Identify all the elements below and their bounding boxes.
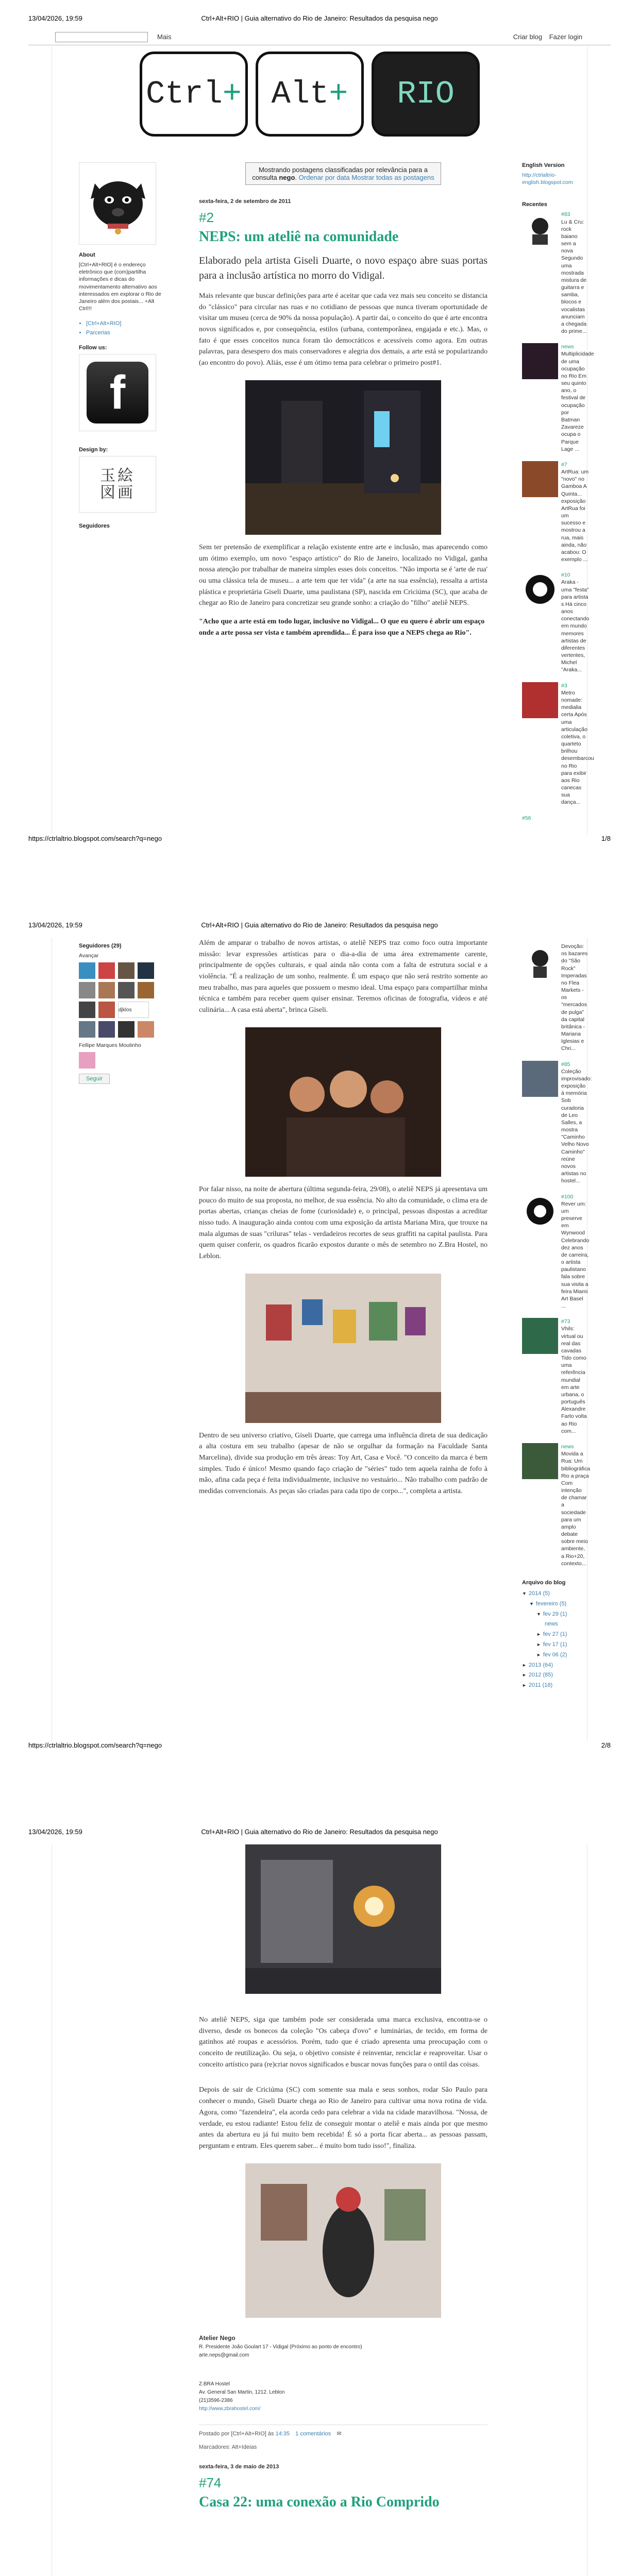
follower-avatar[interactable] [79, 1002, 95, 1018]
follow-button[interactable]: Seguir [79, 1074, 110, 1084]
followers-next[interactable]: Avançar [79, 953, 99, 959]
print-title: Ctrl+Alt+RIO | Guia alternativo do Rio de Janeiro: Resultados da pesquisa nego [201, 14, 438, 22]
blog-frame [52, 1844, 587, 2576]
recent-thumb [522, 943, 558, 979]
recent-post[interactable]: Devoção: os bazares do "São Rock" Imperadas no Flea Markets - os "mercados de pulga" da capital britânica - Mariana Iglesias e Chri... [522, 943, 589, 1053]
right-sidebar [522, 162, 594, 822]
blog-archive [522, 1589, 589, 1691]
navbar-search-input[interactable] [55, 32, 148, 42]
post-title[interactable]: Casa 22: uma conexão a Rio Comprido [199, 2494, 440, 2510]
left-sidebar [79, 943, 161, 1084]
recent-post[interactable]: #7 ArtRua: um "novo" no Gamboa A Quinta... exposição ArtRua foi um sucesso e mostrou a rua, mais ainda, não acabou: O exemplo ... [522, 461, 589, 563]
follower-avatar[interactable] [138, 962, 154, 979]
triangle-right-icon: ► [536, 1632, 541, 1637]
recent-post[interactable]: #83 Lu & Cru: rock baiano sem a nova Segundo uma mostrada mistura de guitarra e samba, blocos e vocalistas anunciam a chegada do prime... [522, 211, 589, 335]
post-photo-vidigal-night[interactable] [245, 380, 441, 535]
designer-logo[interactable]: 玉絵 図画 [79, 456, 156, 513]
post-paragraph: Dentro de seu universo criativo, Giseli Duarte, que carrega uma influência direta de sua dedicação a alta costura em seu trabalho (apesar de não se orgulhar da formação na Faculdade Santa Marcelina), divide sua produção em três áreas: Toy Art, Casa e Você. "O conceito da marca é bem simples. Tudo é único! Mesmo quando faço criação de "séries" tudo tem aquela rainha de fofo à mão, afina cada peça é feita individualmente, inclusive no vestuário... Não trabalho com padrão de medidas convencionais. As peças são criadas para cada tipo de corpo...", completa a artista. [199, 1431, 487, 1496]
archive-heading: Arquivo do blog [522, 1579, 566, 1586]
print-header [28, 14, 611, 24]
recent-thumb [522, 343, 558, 379]
recent-thumb [522, 461, 558, 497]
triangle-down-icon: ▼ [529, 1601, 534, 1606]
recent-thumb [522, 1443, 558, 1479]
design-heading: Design by: [79, 447, 108, 453]
sig-email[interactable]: arte.neps@gmail.com [199, 2352, 249, 2358]
recent-post-number[interactable]: #56 [522, 815, 531, 821]
main-column [199, 938, 487, 1497]
post-photo-mannequin[interactable] [245, 2163, 441, 2318]
about-heading: About [79, 252, 95, 258]
login-link[interactable]: Fazer login [549, 33, 582, 41]
recent-thumb [522, 1193, 558, 1229]
follower-avatar[interactable] [79, 982, 95, 998]
follower-avatar[interactable] [98, 962, 115, 979]
follower-avatar[interactable] [98, 982, 115, 998]
post-number: #74 [199, 2475, 222, 2490]
post-comments-link[interactable]: 1 comentários [295, 2430, 331, 2437]
sidebar-links [79, 319, 161, 337]
archive-2012[interactable]: ► 2012 (85) [522, 1672, 553, 1679]
follower-avatar-djklos[interactable]: djklos [118, 1002, 149, 1018]
follower-avatar[interactable] [118, 982, 134, 998]
recent-thumb [522, 211, 558, 247]
bulldog-icon [79, 163, 156, 245]
archive-2014[interactable]: ▼ 2014 (5) [522, 1590, 550, 1597]
right-sidebar [522, 943, 592, 1691]
post-paragraph: Por falar nisso, na noite de abertura (última segunda-feira, 29/08), o ateliê NEPS já apresentava um pouco do muito de sua proposta, no melhor, de sua essência. No alto da comunidade, o clima era de portas abertas, crianças cheias de fome (curiosidade) e, o principal, pessoas dispostas a acreditar nisso tudo. A inauguração ainda contou com uma exposição da artista Mariana Mira, que trouxe na mala algumas de suas "criluras" telas - verdadeiros recortes de seus graffiti na capital paulista. Para quem quiser conferir, os quadros ficarão expostos durante o mês de setembro no Z.Bra Hostel, no Leblon. [199, 1185, 487, 1260]
post-title[interactable]: NEPS: um ateliê na comunidade [199, 229, 399, 245]
facebook-icon: f [87, 362, 148, 423]
archive-2011[interactable]: ► 2011 (18) [522, 1682, 553, 1689]
triangle-down-icon: ▼ [536, 1611, 541, 1617]
recent-post[interactable]: #85 Coleção improvisado: exposição à memória Sob curadoria de Leo Salles, a mostra "Caminho Velho Novo Caminho" reúne novos artistas no hostel... [522, 1061, 589, 1185]
post-paragraph: Além de amparar o trabalho de novos artistas, o ateliê NEPS traz como foco outra importante missão: levar expressões artísticas para o dia-a-dia de uma área extremamente carente, principalmente de opções culturais, e qual ainda não conta com a falta de estrutura social e a violência. "É a realização de um sonho, realmente. É um espaço que não será restrito somente ao meu trabalho, mas para aqueles que possuem o mesmo ideal. Uma espaço para compartilhar minha técnica e também para receber quem quiser ensinar. Teremos oficinas de fotografia, vídeos e até culinária... A casa está aberta", brinca Giseli. [199, 939, 487, 1014]
print-header: 13/04/2026, 19:59 Ctrl+Alt+RIO | Guia alternativo do Rio de Janeiro: Resultados da pesquisa nego [28, 921, 438, 929]
print-page-number: 1/8 [601, 835, 611, 842]
logo-key-ctrl: Ctrl + [140, 52, 248, 137]
sig-name: Atelier Nego [199, 2334, 236, 2342]
follower-avatar[interactable] [138, 1021, 154, 1038]
recent-post[interactable]: #3 Metro nomade: medialia certa Após uma articulação coletiva, o quarteto brilhou desembarcou no Rio para exibir aos Rio canecas sua dança... [522, 682, 589, 806]
sig-address: R. Presidente João Goulart 17 - Vidigal (Próximo ao ponto de encontro) [199, 2344, 362, 2350]
show-all-posts-link[interactable]: Mostrar todas as postagens [351, 174, 434, 181]
follower-avatar[interactable] [98, 1002, 115, 1018]
post-paragraph: Sem ter pretensão de exemplificar a relação existente entre arte e inclusão, mas aparecendo como um ótimo exemplo, um novo "espaço artístico" do Rio de Janeiro, localizado no Vidigal, ganha nossa atenção por trabalhar de maneira simples esses dois conceitos. "Não importa se é 'arte de rua' ou uma clássica tela de museu... a arte tem que ter vida" (a arte na sua essência), ressalta a artista plástica e proprietária Giseli Duarte, uma paulistana (SP), nascida em Criciúma (SC), que acaba de chegar ao Rio de Janeiro para concretizar seu grande sonho: a criação do "filho" ateliê NEPS. [199, 543, 487, 607]
sort-by-date-link[interactable]: Ordenar por data [298, 174, 350, 181]
post-number: #2 [199, 210, 214, 225]
triangle-right-icon: ► [522, 1662, 527, 1668]
post-photo-gallery-wall[interactable] [245, 1274, 441, 1423]
followers-heading: Seguidores [79, 523, 110, 530]
navbar-more-link[interactable]: Mais [157, 33, 172, 41]
sidebar-link-parcerias[interactable]: • Parcerias [86, 329, 161, 338]
follower-avatar[interactable] [79, 962, 95, 979]
follower-avatar[interactable] [118, 962, 134, 979]
english-heading: English Version [522, 162, 565, 168]
archive-2013[interactable]: ► 2013 (64) [522, 1662, 553, 1668]
email-post-icon[interactable]: ✉ [337, 2430, 342, 2437]
follower-avatar[interactable] [118, 1021, 134, 1038]
post-labels[interactable]: Marcadores: Alt+Ideias [199, 2444, 257, 2450]
recent-thumb [522, 1061, 558, 1097]
follower-name-fellipe[interactable]: Fellipe Marques Moutinho [79, 1042, 141, 1049]
print-timestamp: 13/04/2026, 19:59 [28, 14, 82, 22]
post-photo-lamps[interactable] [245, 1844, 441, 1994]
recent-thumb [522, 571, 558, 607]
followers-count-heading: Seguidores (29) [79, 943, 122, 949]
sig-website-link[interactable]: http://www.zbrahostel.com/ [199, 2405, 261, 2412]
archive-fevereiro[interactable]: ▼ fevereiro (5) [529, 1600, 567, 1607]
create-blog-link[interactable]: Criar blog [513, 33, 543, 41]
logo-key-alt: Alt + [256, 52, 364, 137]
recent-heading: Recentes [522, 201, 547, 208]
triangle-down-icon: ▼ [522, 1590, 527, 1596]
print-page-3 [0, 1814, 639, 2576]
recent-thumb [522, 1318, 558, 1354]
blog-frame [52, 46, 594, 835]
archive-fev29[interactable]: ▼ fev 29 (1) [536, 1611, 567, 1617]
post-paragraph: Depois de sair de Criciúma (SC) com somente sua mala e seus sonhos, rodar São Paulo para conhecer o mundo, Giseli Duarte chega ao Rio de Janeiro para cultivar uma nova rotina de vida. Agora, como "fazendeira", ela acorda cedo para celebrar a vida na cidade maravilhosa. "Nossa, de verdade, eu estou radiante! Estou feliz de conseguir montar o ateliê e mais ainda por que mesmo antes da abertura eu já fui muito bem recebida! É só a porta ficar aberta... as pessoas passam, perguntam e entram. Eles querem saber... é muito bom tudo isso!", finaliza. [199, 2086, 487, 2150]
triangle-right-icon: ► [522, 1672, 527, 1678]
follower-avatar[interactable] [79, 1021, 95, 1038]
print-page-1 [0, 0, 639, 855]
print-url: https://ctrlaltrio.blogspot.com/search?q=nego [28, 835, 162, 842]
post-date: sexta-feira, 3 de maio de 2013 [199, 2463, 279, 2470]
sidebar-link-home[interactable]: • [Ctrl+Alt+RIO] [86, 319, 161, 329]
triangle-right-icon: ► [522, 1683, 527, 1688]
print-header: 13/04/2026, 19:59 Ctrl+Alt+RIO | Guia alternativo do Rio de Janeiro: Resultados da pesquisa nego [28, 1828, 438, 1836]
print-footer: https://ctrlaltrio.blogspot.com/search?q=nego 2/8 [28, 1741, 611, 1749]
post-paragraph: No ateliê NEPS, siga que também pode ser considerada uma marca exclusiva, encontra-se o diverso, desde os bonecos da coleção "Os cabeça d'ovo" e luminárias, de tecido, em forma de gatinhos até roupas e acessórios. Porém, tudo que é criado apresenta uma preocupação com o conceito de reutilização. Ou seja, o objetivo consiste é reinventar, renciclar e reaproveitar. Usar o conceito artístico para (re)criar novos significados e buscar novas funções para o ontil das coisas. [199, 2016, 487, 2069]
triangle-right-icon: ► [536, 1652, 541, 1657]
sig-phone: (21)3596-2386 [199, 2397, 233, 2403]
archive-fev06[interactable]: ► fev 06 (2) [536, 1651, 567, 1658]
archive-fev27[interactable]: ► fev 27 (1) [536, 1631, 567, 1638]
print-page-2 [0, 907, 639, 1762]
recent-post[interactable]: news Movida a Rua: Um bibliográfica Rio a praça Com intenção de chamar a sociedade para um amplo debate sobre meio ambiente, a Rio+20, contexto... [522, 1443, 589, 1567]
sig-hostel: Z.BRA Hostel [199, 2381, 230, 2387]
main-column [199, 1844, 487, 2511]
post-lead: Elaborado pela artista Giseli Duarte, o novo espaço abre suas portas para a inclusão artística no morro do Vidigal. [199, 255, 487, 281]
post-photo-artists[interactable] [245, 1027, 441, 1177]
dog-avatar [79, 162, 156, 245]
about-text: [Ctrl+Alt+RIO] é o endereço eletrônico que (com)partilha informações e dicas do movimentamento alternativo aos interessados em explorar o Rio de Janeiro além dos postais... +Alt Ctrl!!! [79, 262, 161, 312]
follower-avatar[interactable] [79, 1052, 95, 1069]
follower-avatar[interactable] [98, 1021, 115, 1038]
post-quote: "Acho que a arte está em todo lugar, inclusive no Vidigal... O que eu quero é abrir um espaço onde a arte possa ser vista e também aprendida... É para isso que a NEPS chega ao Rio". [199, 617, 485, 637]
blog-logo[interactable] [140, 52, 480, 139]
facebook-button[interactable] [79, 354, 156, 431]
post-time-link[interactable]: 14:35 [275, 2430, 290, 2437]
left-sidebar [79, 162, 161, 532]
recent-post[interactable]: news Multiplicidade de uma ocupação no Rio Em seu quinto ano, o festival de ocupação por Batman Zavareze ocupa o Parque Lage ... [522, 343, 589, 453]
search-notice: Mostrando postagens classificadas por relevância para a consulta nego. Ordenar por data Mostrar todas as postagens [245, 162, 441, 185]
recent-post[interactable]: #10 Araka - uma "festa" para artista s Há cinco anos conectando em mundo memores artistas de diferentes vertentes, Michel "Araka... [522, 571, 589, 673]
recent-thumb [522, 682, 558, 718]
main-column [199, 162, 487, 638]
archive-fev17[interactable]: ► fev 17 (1) [536, 1641, 567, 1648]
follower-avatar[interactable] [138, 982, 154, 998]
follower-grid [79, 962, 161, 1038]
follow-heading: Follow us: [79, 345, 107, 351]
post-paragraph: Mais relevante que buscar definições para arte é aceitar que cada vez mais seu conceito se distancia do "clássico" para circular nas ruas e no cotidiano de pessoas que nunca tiveram oportunidade de visitar um museu (cerca de 90% da nossa população). A partir daí, o conceito do que é arte encontra novos significados e, por consequência, estilos (urbana, contemporânea, engajada e etc.). Mas, o fato é que esses conceitos nunca foram tão democráticos e acessíveis como agora. Em outras palavras, para desespero dos mais conservadores e alegria dos demais, a arte está se popularizando (ao encontro do povo). Aliás, esse é um ótimo tema para celebrar o primeiro post#1. [199, 292, 487, 367]
blog-frame [52, 938, 592, 1741]
archive-news-link[interactable]: news [545, 1621, 558, 1628]
english-version-link[interactable]: http://ctrlaltrio-english.blogspot.com [522, 172, 573, 186]
triangle-right-icon: ► [536, 1641, 541, 1647]
post-signature [199, 2333, 487, 2413]
print-footer [28, 835, 611, 844]
post-date: sexta-feira, 2 de setembro de 2011 [199, 198, 291, 205]
blogger-navbar [28, 30, 611, 45]
recent-post[interactable]: #100 Rever um: um preserve em Wynwood Celebrando dez anos de carreira, o artista paulistano fala sobre sua visita a feira Miami Art Basel ... [522, 1193, 589, 1310]
recent-post[interactable]: #73 Vhils: virtual ou real das cavadas Tido como uma referência mundial em arte urbana, o português Alexandre Farto volta ao Rio com... [522, 1318, 589, 1435]
sig-hostel-address: Av. General San Martin, 1212. Leblon [199, 2389, 285, 2395]
logo-key-rio: RIO [372, 52, 480, 137]
post-footer: Postado por [Ctrl+Alt+RIO] às 14:35 1 comentários ✉ [199, 2425, 487, 2437]
